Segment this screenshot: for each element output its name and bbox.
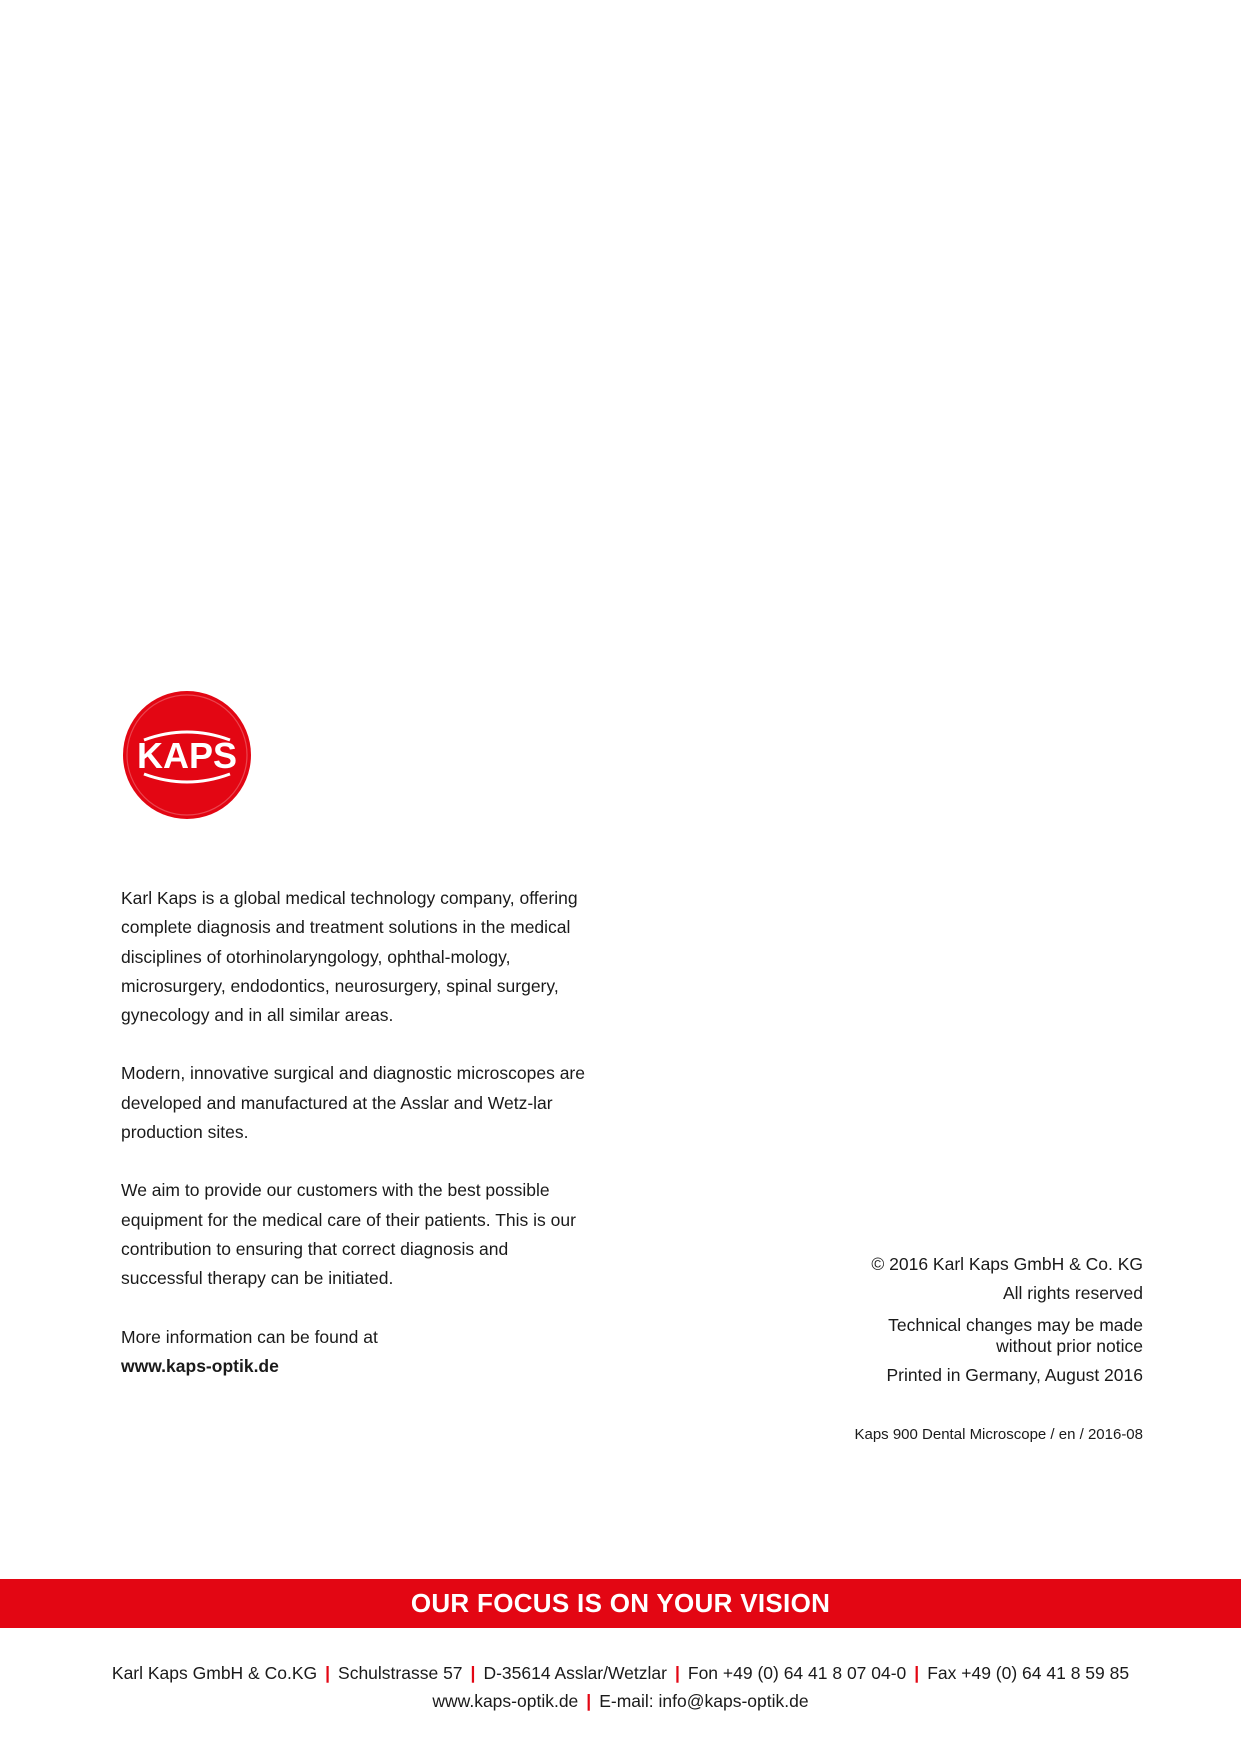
slogan-banner [0,1579,1241,1628]
footer-separator: | [914,1663,920,1683]
footer-separator: | [586,1691,592,1711]
intro-paragraph-3: We aim to provide our customers with the best possible equipment for the medical care of their patients. This is our contribution to ensuring that correct diagnosis and successful therapy can be initiated. [121,1180,576,1289]
footer-email[interactable]: E-mail: info@kaps-optik.de [599,1691,809,1711]
kaps-logo-graphic [122,690,252,820]
footer-separator: | [470,1663,476,1683]
changes-line-2: without prior notice [996,1336,1143,1356]
footer-city: D-35614 Asslar/Wetzlar [483,1663,667,1683]
footer-address-row [0,1659,1241,1687]
contact-footer [0,1659,1241,1715]
kaps-logo [122,690,252,820]
footer-web-row [0,1687,1241,1715]
footer-fax: Fax +49 (0) 64 41 8 59 85 [927,1663,1130,1683]
document-reference: Kaps 900 Dental Microscope / en / 2016-08 [854,1426,1143,1443]
intro-paragraph-2: Modern, innovative surgical and diagnostic microscopes are developed and manufactured at the Asslar and Wetz-lar production sites. [121,1063,585,1143]
intro-paragraph-1: Karl Kaps is a global medical technology company, offering complete diagnosis and treatment solutions in the medical disciplines of otorhinolaryngology, ophthal-mology, microsurgery, endodontics, neurosurgery, spinal surgery, gynecology and in all similar areas. [121,888,578,1026]
footer-separator: | [674,1663,680,1683]
footer-separator: | [325,1663,331,1683]
footer-website[interactable]: www.kaps-optik.de [432,1691,579,1711]
more-info-label: More information can be found at [121,1326,378,1347]
legal-notice [871,1254,1143,1386]
company-description [121,884,591,1381]
slogan-text: OUR FOCUS IS ON YOUR VISION [410,1588,831,1618]
logo-text: KAPS [136,735,238,776]
footer-phone: Fon +49 (0) 64 41 8 07 04-0 [687,1663,907,1683]
footer-company: Karl Kaps GmbH & Co.KG [111,1663,318,1683]
footer-street: Schulstrasse 57 [338,1663,463,1683]
printed-line: Printed in Germany, August 2016 [886,1365,1143,1385]
more-info [121,1323,591,1382]
copyright-line: © 2016 Karl Kaps GmbH & Co. KG [871,1254,1143,1274]
website-link[interactable]: www.kaps-optik.de [121,1355,279,1376]
rights-line: All rights reserved [1002,1283,1143,1303]
changes-line-1: Technical changes may be made [888,1315,1143,1335]
